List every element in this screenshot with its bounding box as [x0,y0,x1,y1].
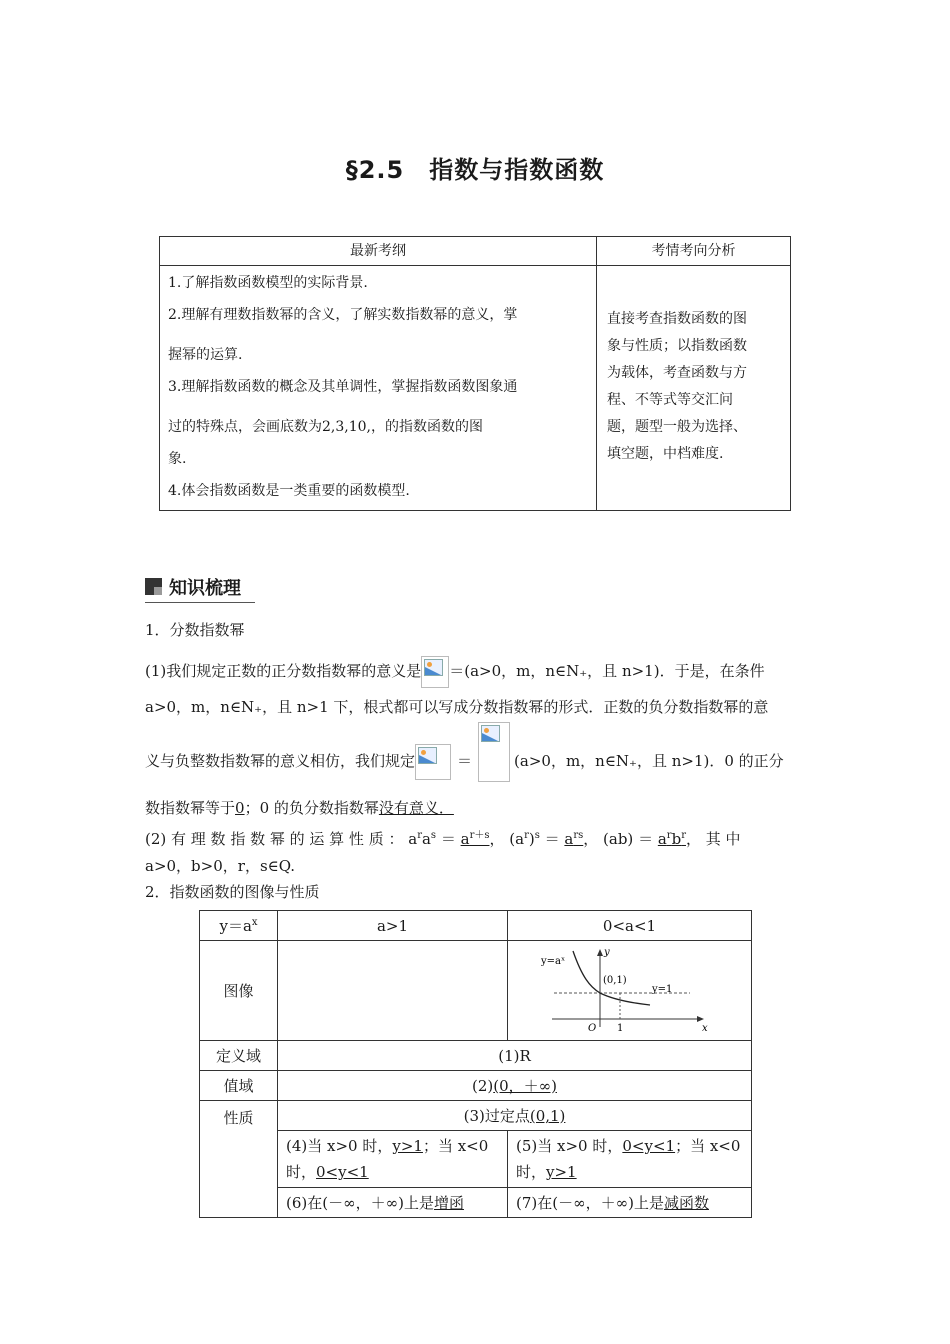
text-run: ， 其 中 [685,830,741,848]
x-axis-label: x [701,1022,708,1034]
answer-blank: 0 [235,799,245,817]
syllabus-items [160,266,597,511]
header-a-gt-1: a>1 [278,911,508,941]
text-run: (6)在(－∞，＋∞)上是 [286,1194,434,1212]
text-run: a [460,830,470,848]
text-run: a [421,830,431,848]
para-negative-def [145,742,807,782]
analysis-line: 直接考查指数函数的图 [607,311,747,327]
text-run: (2) 有 理 数 指 数 幂 的 运 算 性 质 ： a [145,830,418,848]
text-run: r＋s [469,830,490,841]
graph-a-gt-1-empty [278,941,508,1041]
formula-image-icon [421,656,449,688]
decay-graph-svg [540,947,720,1035]
formula-image-icon [478,722,510,782]
outline-table [159,236,791,511]
syllabus-item: 1.了解指数函数模型的实际背景. [168,275,368,291]
text-run: 数指数幂等于 [145,799,236,817]
outline-header-analysis: 考情考向分析 [597,237,791,266]
text-run: x [251,917,258,928]
analysis-line: 填空题，中档难度. [607,446,724,462]
para-rational-rules [145,826,807,849]
text-run: ， (ab) [583,830,634,848]
outline-header-syllabus: 最新考纲 [160,237,597,266]
text-run: rs [573,830,584,841]
answer-blank: y>1 [392,1137,423,1155]
text-run: ；当 x<0 [675,1137,741,1155]
graph-a-lt-1 [508,941,752,1041]
properties-table [199,910,752,1218]
syllabus-item: 2.理解有理数指数幂的含义，了解实数指数幂的意义，掌 [168,307,518,323]
text-run: ＝ [633,830,658,848]
answer-blank [461,830,490,848]
property-4 [278,1131,508,1188]
x-axis-arrow [697,1016,704,1022]
analysis-cell [597,266,791,511]
para-conditions-q: a>0，b>0，r，s∈Q. [145,857,296,875]
text-run: r [524,830,529,841]
answer-blank: 增函 [433,1194,464,1212]
para-1-title: 1．分数指数幂 [145,621,245,639]
text-run: (4)当 x>0 时， [286,1137,393,1155]
text-run: (1)我们规定正数的正分数指数幂的意义是 [145,662,422,680]
text-run: y＝a [219,917,252,935]
text-run: r [681,830,686,841]
section-square-icon [145,578,162,595]
row-label-range: 值域 [200,1071,278,1101]
y-axis-arrow [597,949,603,956]
syllabus-item: 象. [168,451,187,467]
tick-one-label: 1 [616,1022,623,1034]
text-run: b [671,830,682,848]
text-run: ， (a [489,830,525,848]
text-run: ；0 的负分数指数幂 [244,799,379,817]
text-run: 时， [516,1163,547,1181]
syllabus-item: 3.理解指数函数的概念及其单调性，掌握指数函数图象通 [168,379,518,395]
answer-blank: y>1 [546,1163,577,1181]
point-label: (0,1) [602,974,627,986]
text-run: (5)当 x>0 时， [516,1137,623,1155]
row-label-properties: 性质 [200,1101,278,1218]
y-axis-label: y [603,946,610,958]
text-run: a [564,830,574,848]
para-2-title: 2．指数函数的图像与性质 [145,883,320,901]
curve-label: y=aˣ [540,955,565,967]
syllabus-item: 过的特殊点，会画底数为2,3,10,，的指数函数的图 [168,419,483,435]
answer-blank: (0，＋∞) [493,1077,557,1095]
analysis-line: 题，题型一般为选择、 [607,419,747,435]
header-a-lt-1: 0<a<1 [508,911,752,941]
range-value [278,1071,752,1101]
text-run: ) [528,830,535,848]
image-icon [481,725,500,742]
text-run: (a>0，m，n∈N₊，且 n>1)．0 的正分 [514,752,784,770]
domain-value: (1)R [278,1041,752,1071]
formula-image-icon [415,744,451,780]
text-run: ＝ [436,830,461,848]
answer-blank: 减函数 [663,1194,709,1212]
page-title: §2.5 指数与指数函数 [345,156,605,184]
image-icon [424,659,443,676]
text-run: ＝(a>0，m，n∈N₊，且 n>1)．于是，在条件 [449,662,765,680]
para-condition: a>0，m，n∈N₊，且 n>1 下，根式都可以写成分数指数幂的形式．正数的负分数指数幂的意 [145,698,769,716]
row-label-domain: 定义域 [200,1041,278,1071]
section-heading [145,574,255,603]
text-run: (2) [472,1077,494,1095]
property-7 [508,1188,752,1218]
text-run: 义与负整数指数幂的意义相仿，我们规定 [145,752,416,770]
text-run: 时， [286,1163,317,1181]
para-fraction-def [145,656,807,688]
analysis-line: 象与性质；以指数函数 [607,338,747,354]
answer-blank: 0<y<1 [622,1137,676,1155]
text-run: s [534,830,540,841]
property-5 [508,1131,752,1188]
line-label: y=1 [651,983,672,995]
section-heading-text: 知识梳理 [169,578,241,599]
text-run: (7)在(－∞，＋∞)上是 [516,1194,664,1212]
syllabus-item: 4.体会指数函数是一类重要的函数模型. [168,483,410,499]
fixed-point [278,1101,752,1131]
analysis-line: 为载体，考查函数与方 [607,365,747,381]
text-run: ；当 x<0 [422,1137,489,1155]
text-run: ＝ [539,830,565,848]
text-run: s [430,830,437,841]
text-run: a [657,830,667,848]
text-run: r [417,830,422,841]
answer-blank: 0<y<1 [316,1163,369,1181]
answer-blank [564,830,583,848]
answer-blank: 没有意义． [378,799,454,817]
property-6 [278,1188,508,1218]
text-run: (3)过定点 [463,1107,530,1125]
text-run: r [666,830,672,841]
decay-graph [540,947,720,1035]
answer-blank [658,830,686,848]
image-icon [418,747,437,764]
origin-label: O [587,1022,596,1034]
analysis-line: 程、不等式等交汇问 [607,392,733,408]
row-label-graph: 图像 [200,941,278,1041]
syllabus-item: 握幂的运算. [168,347,243,363]
answer-blank: (0,1) [529,1107,566,1125]
header-function [200,911,278,941]
text-run: ＝ [457,752,473,770]
para-zero-power [145,798,807,818]
